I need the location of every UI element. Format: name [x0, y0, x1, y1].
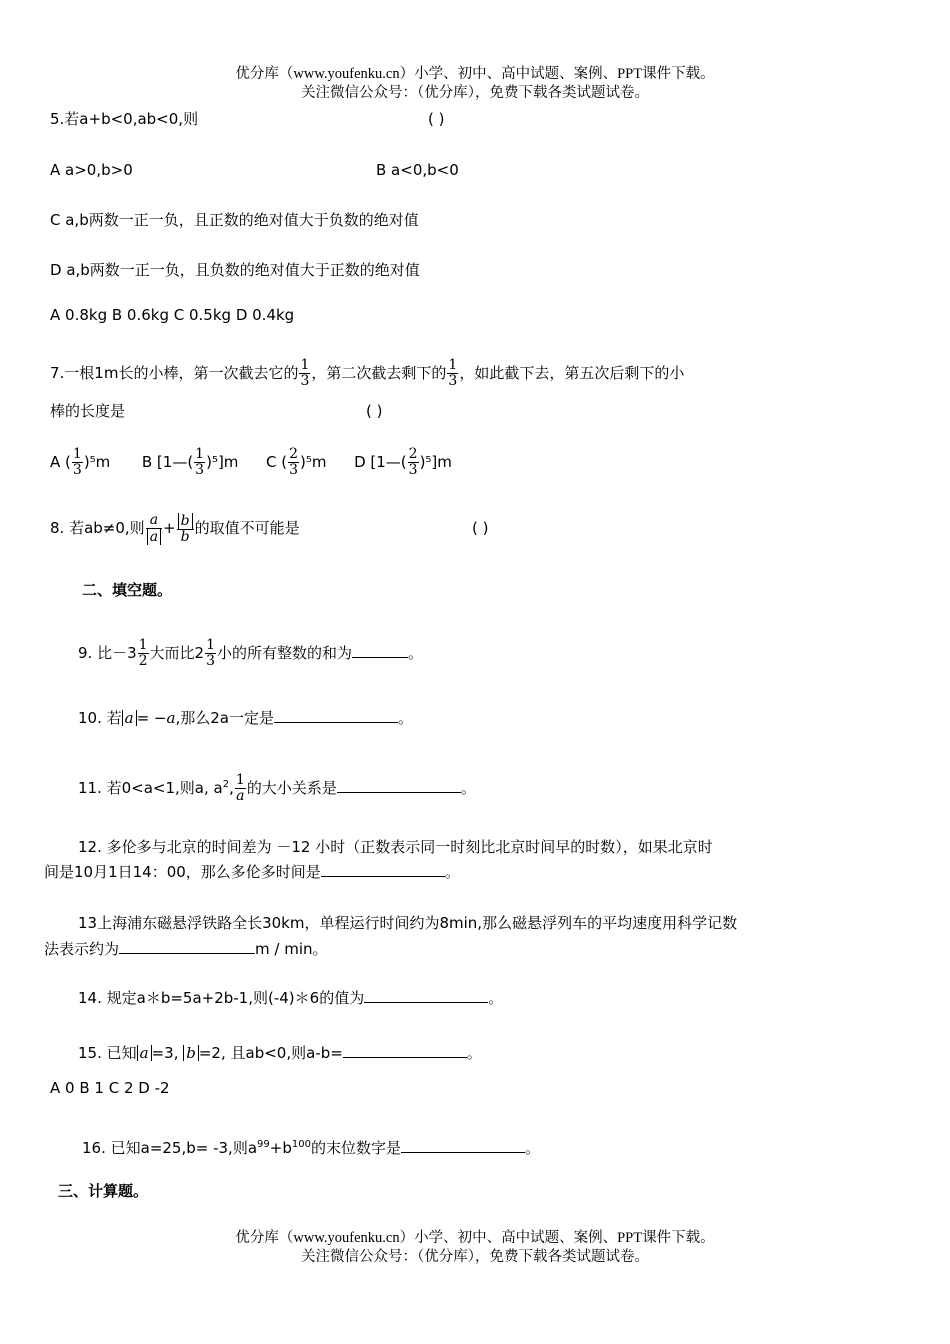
- q14-answer-blank[interactable]: [364, 988, 488, 1003]
- q13-line2-text: 法表示约为: [44, 940, 120, 958]
- q14-end: 。: [488, 989, 504, 1007]
- q11-comma: ,: [229, 779, 234, 797]
- q8-stem-pre: 8. 若ab≠0,则: [50, 519, 145, 537]
- q15-abs-a: a: [137, 1045, 152, 1061]
- q12-answer-blank[interactable]: [321, 862, 445, 877]
- q5-option-c: C a,b两数一正一负，且正数的绝对值大于负数的绝对值: [50, 211, 419, 229]
- q16-sup-100: 100: [291, 1139, 311, 1150]
- q9-fraction-2: [205, 638, 216, 669]
- q9-pre: 9. 比－3: [78, 644, 137, 662]
- q15-abs-b: b: [183, 1045, 199, 1061]
- q10-answer-blank[interactable]: [274, 708, 398, 723]
- q9-frac2-num: 1: [206, 637, 216, 653]
- q11-fraction: [235, 773, 246, 804]
- q16-mid: +b: [269, 1139, 292, 1157]
- q11-frac-num: 1: [235, 772, 245, 788]
- q8-frac-b-num: b: [178, 513, 193, 529]
- q7-opt-a-den: 3: [72, 462, 82, 478]
- q7-answer-paren: ( ): [366, 402, 383, 420]
- q7-fraction-1: [299, 358, 310, 389]
- q14-stem: [78, 988, 503, 1008]
- q9-end: 。: [408, 644, 424, 662]
- q7-stem: [50, 352, 684, 394]
- q7-frac2-den: 3: [448, 373, 458, 389]
- q7-opt-d-num: 2: [408, 446, 418, 462]
- q14-text: 14. 规定a＊b=5a+2b-1,则(-4)＊6的值为: [78, 989, 365, 1007]
- q7-stem-part1: 7.一根1m长的小棒，第一次截去它的: [50, 364, 299, 382]
- q16-post: 的末位数字是: [310, 1139, 401, 1157]
- q7-opt-a-frac: [72, 447, 83, 478]
- q7-option-c: [266, 441, 327, 483]
- header-line-1: 优分库（www.youfenku.cn）小学、初中、高中试题、案例、PPT课件下载。: [235, 66, 715, 82]
- q8-fraction-a: [146, 513, 162, 545]
- q15-mid1: =3,: [151, 1044, 179, 1062]
- q16-pre: 16. 已知a=25,b= -3,则a: [82, 1139, 258, 1157]
- q15-pre: 15. 已知: [78, 1044, 137, 1062]
- q16-answer-blank[interactable]: [401, 1138, 525, 1153]
- q7-opt-d-frac: [408, 447, 419, 478]
- q15-mid2: =2, 且ab<0,则a-b=: [198, 1044, 343, 1062]
- q7-opt-c-den: 3: [289, 462, 299, 478]
- q6-options: A 0.8kg B 0.6kg C 0.5kg D 0.4kg: [50, 306, 295, 324]
- q12-end: 。: [444, 863, 460, 881]
- q11-end: 。: [460, 779, 476, 797]
- q13-line-2: [44, 939, 328, 959]
- q15-options: A 0 B 1 C 2 D -2: [50, 1079, 170, 1097]
- q12-line-2: [44, 862, 460, 882]
- q16-sup-99: 99: [257, 1139, 270, 1150]
- q16-end: 。: [524, 1139, 540, 1157]
- q5-option-b: B a<0,b<0: [376, 161, 459, 179]
- q8-frac-b-den: b: [180, 528, 190, 545]
- q15-end: 。: [466, 1044, 482, 1062]
- q10-eq: = −: [136, 709, 167, 727]
- q7-frac1-den: 3: [300, 373, 310, 389]
- q8-frac-a-num: a: [146, 513, 162, 529]
- q7-opt-b-den: 3: [195, 462, 205, 478]
- q7-option-a: [50, 441, 110, 483]
- q7-opt-d-den: 3: [408, 462, 418, 478]
- q9-fraction-1: [138, 638, 149, 669]
- q7-opt-b-frac: [194, 447, 205, 478]
- q12-line2-text: 间是10月1日14：00，那么多伦多时间是: [44, 863, 321, 881]
- q7-stem-part2: ，第二次截去剩下的: [311, 364, 447, 382]
- q7-opt-a-post: )⁵m: [83, 453, 111, 471]
- q8-answer-paren: ( ): [472, 519, 489, 537]
- q7-frac1-num: 1: [300, 357, 310, 373]
- q9-frac2-den: 3: [206, 653, 216, 669]
- q5-option-a: A a>0,b>0: [50, 161, 133, 179]
- q7-opt-a-pre: A (: [50, 453, 71, 471]
- q7-opt-c-num: 2: [289, 446, 299, 462]
- q16-stem: [82, 1135, 540, 1158]
- q7-opt-b-num: 1: [195, 446, 205, 462]
- q7-opt-b-post: )⁵]m: [206, 453, 239, 471]
- q10-pre: 10. 若: [78, 709, 122, 727]
- q10-post: ,那么2a一定是: [175, 709, 274, 727]
- q7-option-b: [142, 441, 239, 483]
- q15-answer-blank[interactable]: [343, 1043, 467, 1058]
- header-line-2: 关注微信公众号：（优分库），免费下载各类试题试卷。: [301, 85, 649, 101]
- q7-opt-c-pre: C (: [266, 453, 288, 471]
- q13-unit: m / min。: [255, 940, 328, 958]
- q11-pre: 11. 若0<a<1,则a, a: [78, 779, 223, 797]
- q8-fraction-b: [177, 513, 194, 545]
- q9-stem: [78, 631, 423, 675]
- q7-opt-a-num: 1: [72, 446, 82, 462]
- q9-post: 小的所有整数的和为: [217, 644, 353, 662]
- q8-frac-a-den: a: [147, 529, 161, 545]
- q5-stem: 5.若a+b<0,ab<0,则: [50, 110, 199, 128]
- q9-answer-blank[interactable]: [352, 643, 408, 658]
- q9-mid: 大而比2: [149, 644, 205, 662]
- q11-frac-den: a: [236, 788, 245, 804]
- q7-opt-c-frac: [288, 447, 299, 478]
- q7-fraction-2: [447, 358, 458, 389]
- footer-line-1: 优分库（www.youfenku.cn）小学、初中、高中试题、案例、PPT课件下载。: [235, 1230, 715, 1246]
- q7-options: [50, 441, 452, 483]
- q11-stem: [78, 763, 476, 810]
- q10-stem: [78, 708, 413, 728]
- section-2-title: 二、填空题。: [82, 581, 173, 599]
- q5-answer-paren: ( ): [428, 110, 445, 128]
- q7-option-d: [354, 441, 452, 483]
- q7-stem-line2: 棒的长度是: [50, 402, 126, 420]
- q11-answer-blank[interactable]: [337, 778, 461, 793]
- q7-opt-d-post: )⁵]m: [419, 453, 452, 471]
- q9-frac1-den: 2: [138, 653, 148, 669]
- q10-end: 。: [397, 709, 413, 727]
- q7-stem-part3: ，如此截下去，第五次后剩下的小: [459, 364, 685, 382]
- q8-plus: +: [163, 519, 176, 537]
- q10-eq-var: a: [166, 709, 176, 727]
- footer-line-2: 关注微信公众号：（优分库），免费下载各类试题试卷。: [301, 1249, 649, 1265]
- q7-frac2-num: 1: [448, 357, 458, 373]
- q15-stem: [78, 1043, 482, 1063]
- q13-answer-blank[interactable]: [119, 939, 255, 954]
- q5-option-d: D a,b两数一正一负，且负数的绝对值大于正数的绝对值: [50, 261, 420, 279]
- q11-square-sup: 2: [222, 779, 230, 790]
- q11-post: 的大小关系是: [246, 779, 337, 797]
- q13-line-1: 13上海浦东磁悬浮铁路全长30km，单程运行时间约为8min,那么磁悬浮列车的平均速度用科学记数: [78, 914, 738, 932]
- q7-opt-b-pre: B [1—(: [141, 453, 194, 471]
- q7-opt-c-post: )⁵m: [300, 453, 327, 471]
- q12-line-1: 12. 多伦多与北京的时间差为 －12 小时（正数表示同一时刻比北京时间早的时数），如果北京时: [78, 838, 713, 856]
- q10-abs-a: a: [122, 710, 137, 726]
- q9-frac1-num: 1: [138, 637, 148, 653]
- section-3-title: 三、计算题。: [58, 1182, 149, 1200]
- q8-stem: [50, 506, 300, 550]
- q7-opt-d-pre: D [1—(: [354, 453, 407, 471]
- q8-stem-post: 的取值不可能是: [194, 519, 300, 537]
